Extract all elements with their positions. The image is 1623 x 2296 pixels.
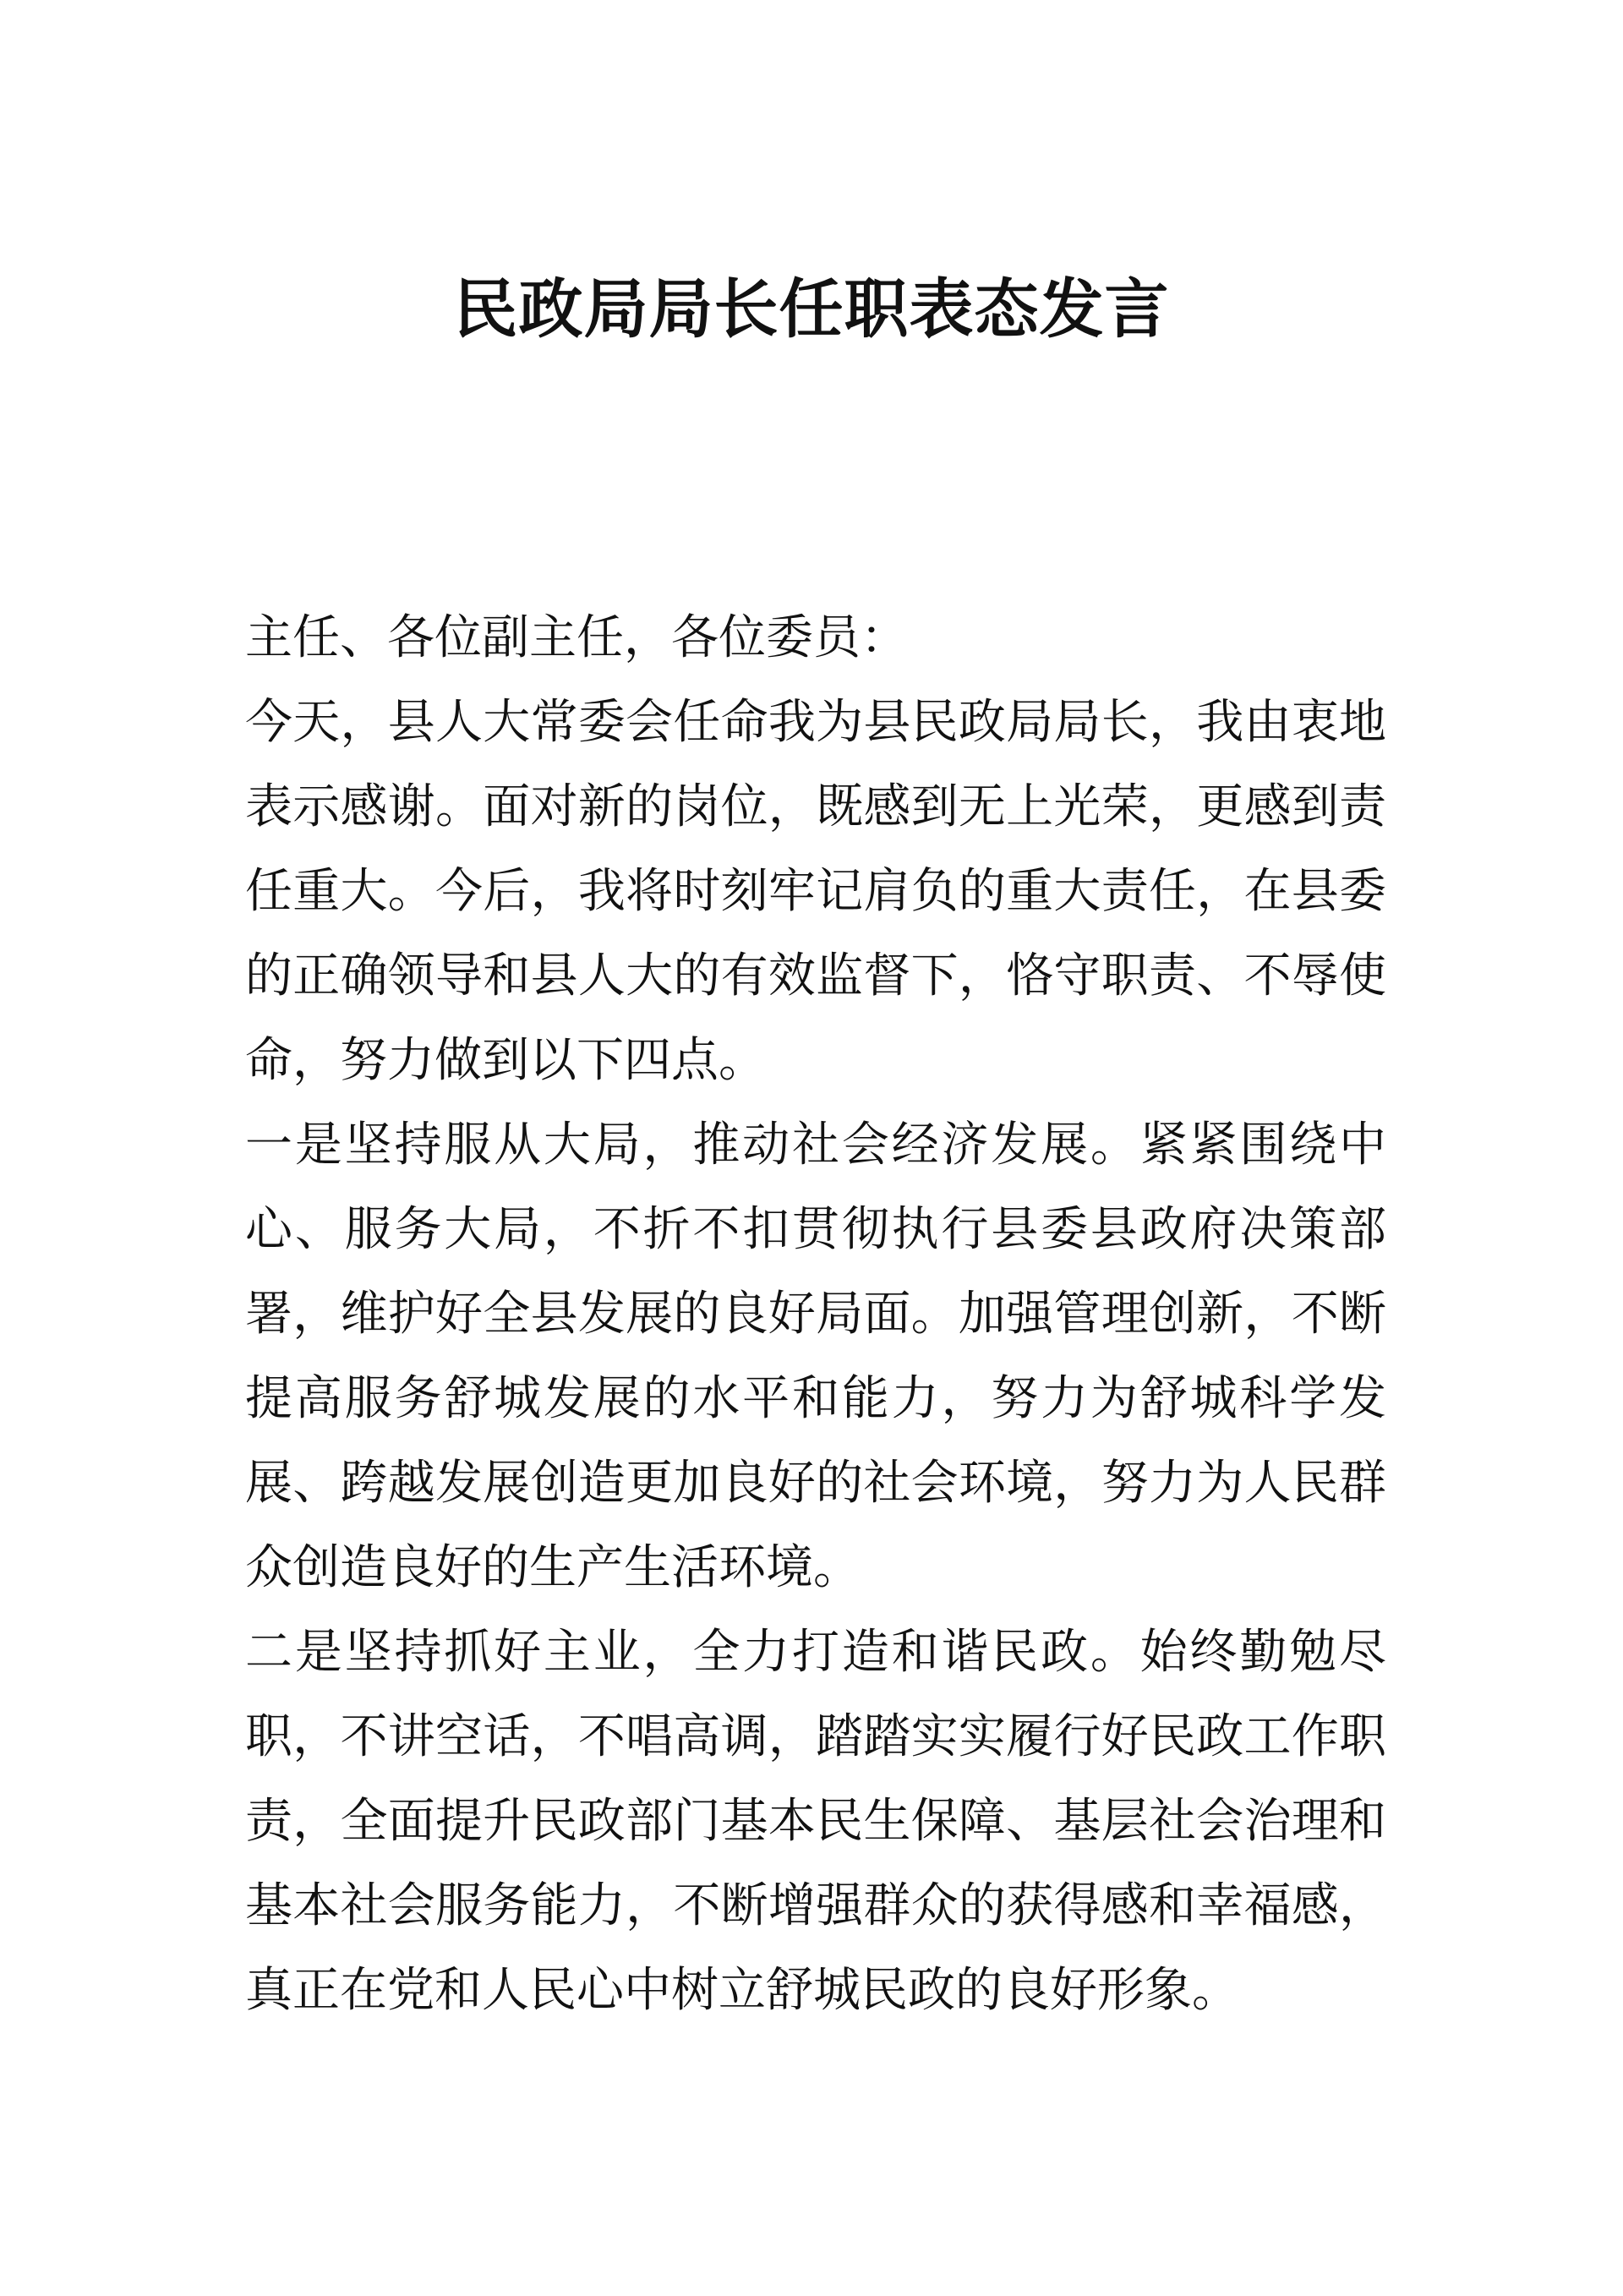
paragraph-point-one: 一是坚持服从大局，推动社会经济发展。紧紧围绕中心、服务大局，不折不扣贯彻执行县委县政府决策部署，维护好全县发展的良好局面。加强管理创新，不断提高服务舒城发展的水平和能力，努力为舒城科学发展、跨越发展创造更加良好的社会环境，努力为人民群众创造良好的生产生活环境。 xyxy=(245,1118,1386,1595)
salutation: 主任、各位副主任，各位委员： xyxy=(245,610,908,665)
document-body xyxy=(245,596,1386,2033)
paragraph-point-two: 二是坚持抓好主业，全力打造和谐民政。始终勤勉尽职，不讲空话，不唱高调，踏踏实实履行好民政工作职责，全面提升民政部门基本民生保障、基层社会治理和基本社会服务能力，不断增强群众的获得感和幸福感，真正在党和人民心中树立舒城民政的良好形象。 xyxy=(245,1625,1386,2018)
paragraph-intro: 今天，县人大常委会任命我为县民政局局长，我由衷地表示感谢。面对新的岗位，既感到无上光荣，更感到责任重大。今后，我将时刻牢记肩负的重大责任，在县委的正确领导和县人大的有效监督下，恪守职责、不辱使命，努力做到以下四点。 xyxy=(245,695,1386,1088)
document-title: 民政局局长任职表态发言 xyxy=(453,271,1170,347)
